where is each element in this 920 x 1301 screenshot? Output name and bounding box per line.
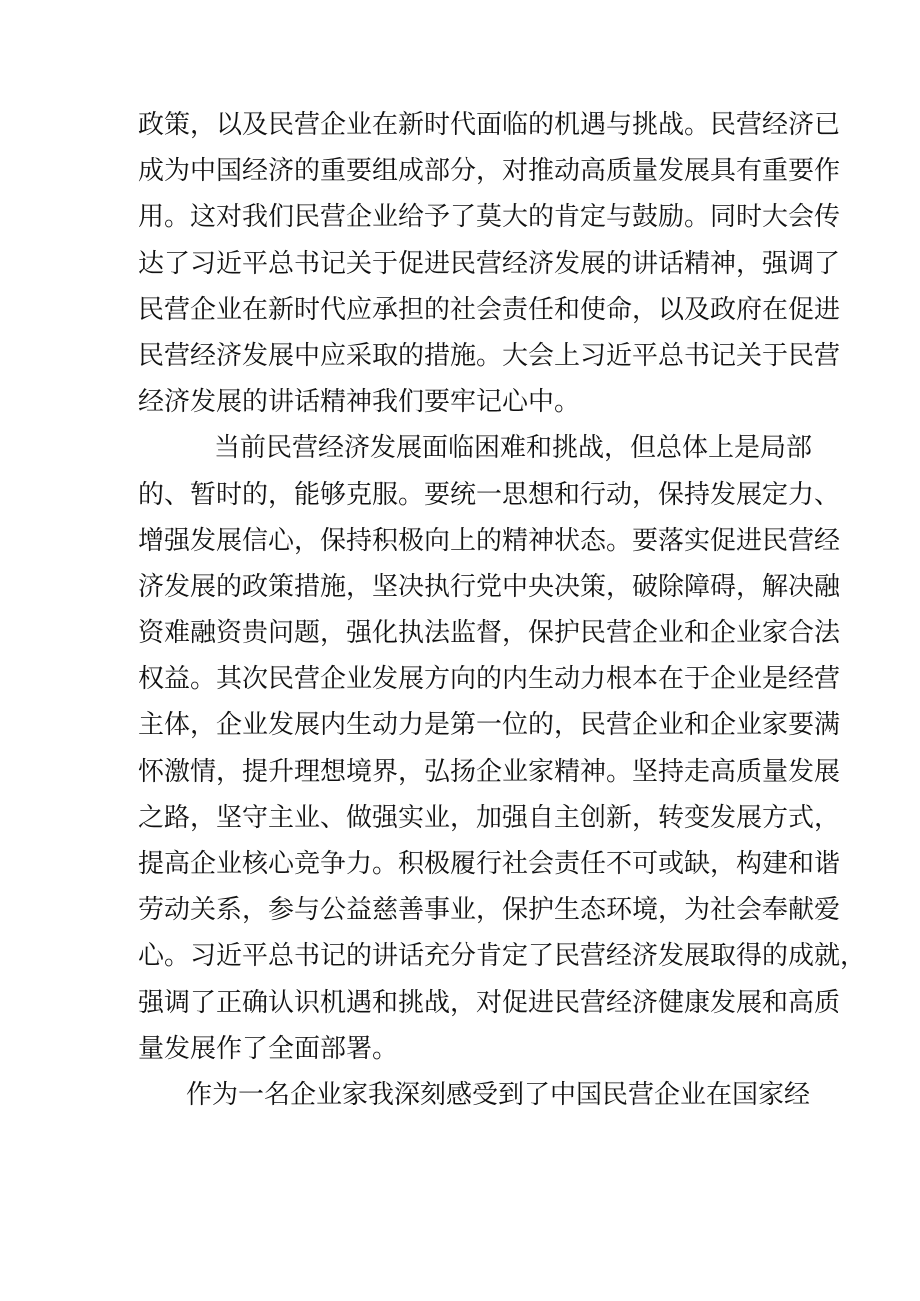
text-line: 增强发展信心，保持积极向上的精神状态。要落实促进民营经 [138,525,841,556]
text-line: 心。习近平总书记的讲话充分肯定了民营经济发展取得的成就， [138,941,867,972]
text-line: 主体，企业发展内生动力是第一位的，民营企业和企业家要满 [138,710,841,741]
text-line: 量发展作了全面部署。 [138,1033,399,1064]
paragraph-2 [138,425,867,1072]
text-line: 怀激情，提升理想境界，弘扬企业家精神。坚持走高质量发展 [138,756,841,787]
text-line: 强调了正确认识机遇和挑战，对促进民营经济健康发展和高质 [138,987,841,1018]
paragraph-1 [138,102,841,425]
text-line: 达了习近平总书记关于促进民营经济发展的讲话精神，强调了 [138,248,841,279]
text-line: 成为中国经济的重要组成部分，对推动高质量发展具有重要作 [138,156,841,187]
document-body [138,102,867,1118]
paragraph-3 [138,1072,811,1118]
text-line: 民营经济发展中应采取的措施。大会上习近平总书记关于民营 [138,340,841,371]
text-line: 作为一名企业家我深刻感受到了中国民营企业在国家经 [186,1079,811,1110]
text-line: 之路，坚守主业、做强实业，加强自主创新，转变发展方式， [138,802,841,833]
text-line: 提高企业核心竞争力。积极履行社会责任不可或缺，构建和谐 [138,849,841,879]
text-line: 的、暂时的，能够克服。要统一思想和行动，保持发展定力、 [138,479,841,510]
text-line: 资难融资贵问题，强化执法监督，保护民营企业和企业家合法 [138,618,841,649]
text-line: 权益。其次民营企业发展方向的内生动力根本在于企业是经营 [138,664,841,695]
text-line: 劳动关系，参与公益慈善事业，保护生态环境，为社会奉献爱 [138,895,841,926]
text-line: 经济发展的讲话精神我们要牢记心中。 [138,387,581,418]
text-line: 政策，以及民营企业在新时代面临的机遇与挑战。民营经济已 [138,110,841,140]
text-line: 用。这对我们民营企业给予了莫大的肯定与鼓励。同时大会传 [138,202,841,233]
text-line: 当前民营经济发展面临困难和挑战，但总体上是局部 [214,433,813,464]
text-line: 民营企业在新时代应承担的社会责任和使命，以及政府在促进 [138,294,841,325]
text-line: 济发展的政策措施，坚决执行党中央决策，破除障碍，解决融 [138,571,841,602]
